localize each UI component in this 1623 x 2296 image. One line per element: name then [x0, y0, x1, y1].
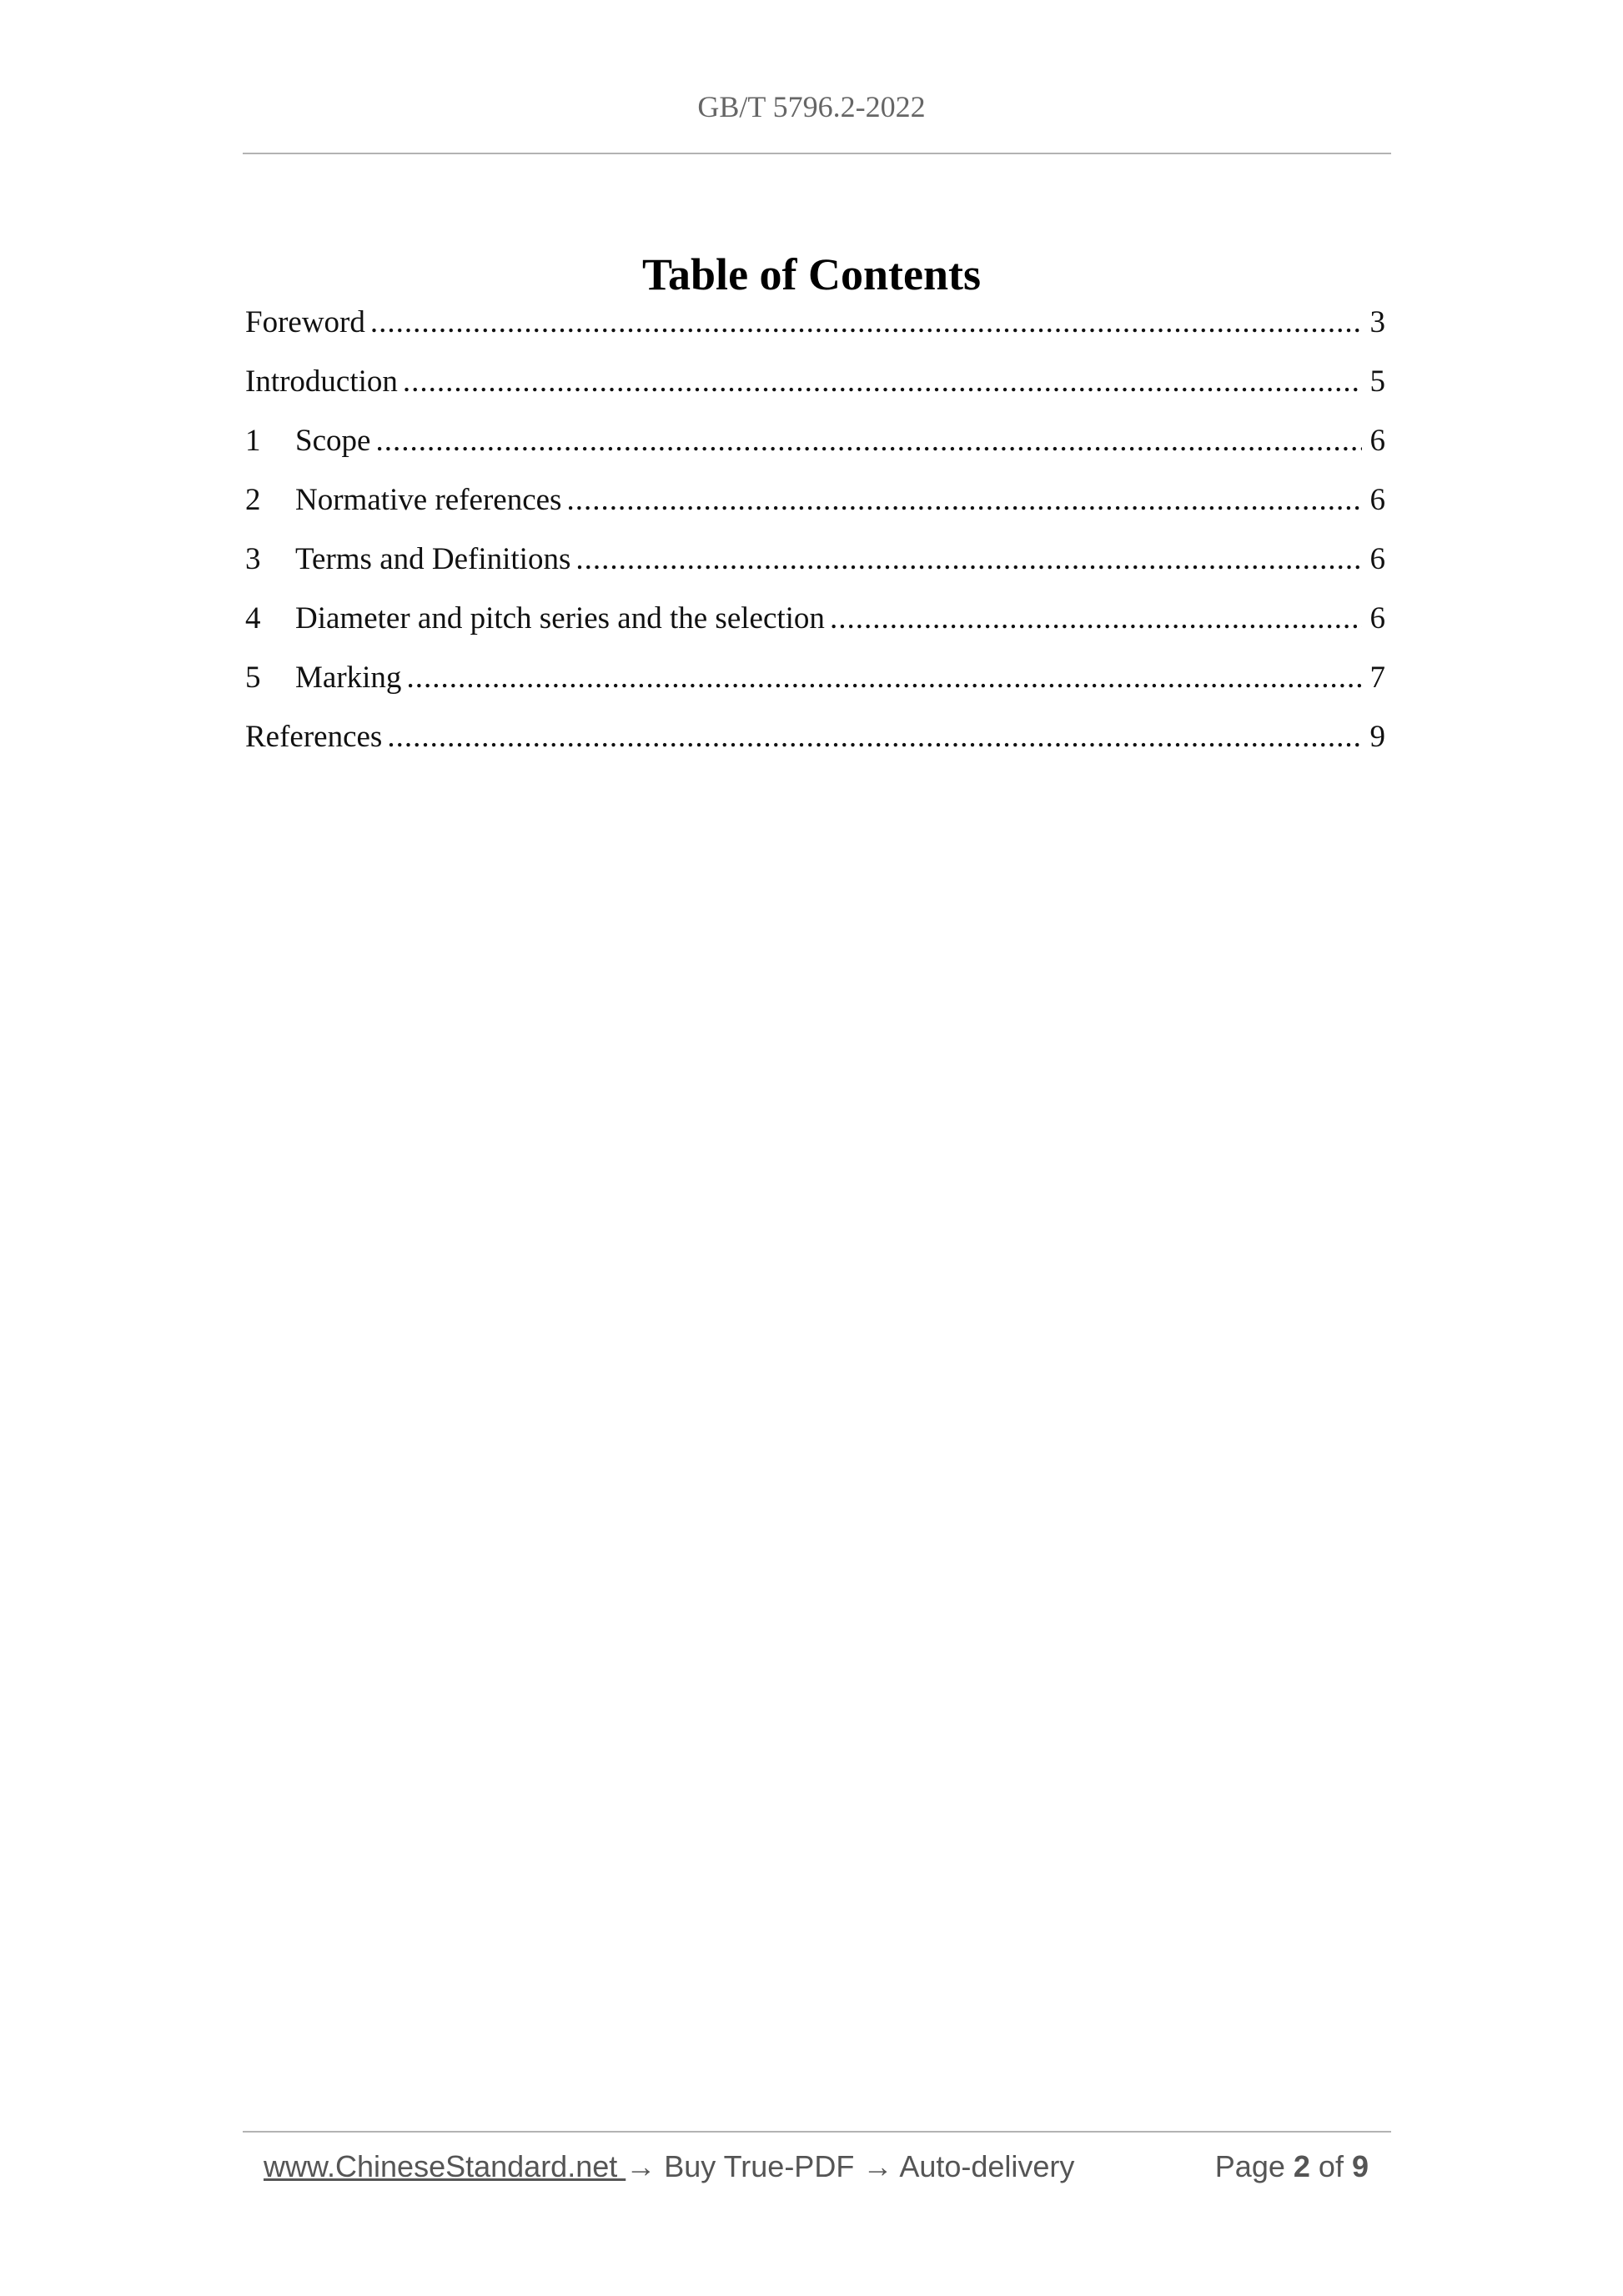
toc-entry-number: 1	[245, 424, 261, 458]
toc-entry-label: Diameter and pitch series and the selection	[295, 601, 825, 636]
dot-leader	[830, 603, 1362, 634]
toc-entry-page: 5	[1369, 364, 1385, 399]
current-page-number: 2	[1293, 2149, 1310, 2183]
dot-leader	[566, 485, 1361, 515]
dot-leader	[575, 544, 1361, 575]
toc-entry-page: 3	[1369, 305, 1385, 339]
dot-leader	[406, 662, 1361, 693]
toc-entry-foreword[interactable]	[245, 307, 1385, 366]
website-link[interactable]: www.ChineseStandard.net	[264, 2149, 626, 2183]
toc-entry-label: References	[245, 720, 383, 754]
toc-entry-label: Foreword	[245, 305, 365, 339]
arrow-right-icon: →	[862, 2149, 893, 2183]
toc-entry-label: Terms and Definitions	[295, 542, 571, 576]
page-word: Page	[1214, 2149, 1285, 2183]
toc-entry-terms-and-definitions[interactable]	[245, 544, 1385, 603]
footer-delivery-text: Auto-delivery	[892, 2149, 1075, 2183]
total-pages-number: 9	[1351, 2149, 1369, 2183]
footer-buy-text: Buy True-PDF	[656, 2149, 863, 2183]
toc-list	[245, 307, 1385, 781]
running-header: GB/T 5796.2-2022	[697, 90, 926, 123]
dot-leader	[370, 307, 1362, 338]
toc-entry-number: 5	[245, 661, 261, 695]
toc-entry-page: 6	[1369, 483, 1385, 517]
toc-entry-number: 3	[245, 542, 261, 576]
page-of-word: of	[1318, 2149, 1344, 2183]
header-divider	[243, 153, 1391, 154]
toc-entry-label: Marking	[295, 661, 402, 695]
toc-entry-label: Introduction	[245, 364, 398, 399]
toc-entry-label: Normative references	[295, 483, 562, 517]
toc-entry-marking[interactable]	[245, 662, 1385, 721]
footer-divider	[243, 2131, 1391, 2133]
toc-title: Table of Contents	[641, 249, 982, 300]
footer-promo	[264, 2149, 1075, 2183]
toc-entry-normative-references[interactable]	[245, 485, 1385, 544]
toc-entry-number: 2	[245, 483, 261, 517]
toc-entry-label: Scope	[295, 424, 371, 458]
toc-entry-scope[interactable]	[245, 425, 1385, 485]
toc-entry-page: 6	[1369, 601, 1385, 636]
toc-entry-references[interactable]	[245, 721, 1385, 781]
toc-entry-diameter-and-pitch[interactable]	[245, 603, 1385, 662]
dot-leader	[403, 366, 1362, 397]
toc-entry-page: 9	[1369, 720, 1385, 754]
dot-leader	[375, 425, 1361, 456]
page-indicator	[1214, 2149, 1369, 2183]
toc-entry-page: 6	[1369, 542, 1385, 576]
toc-entry-page: 6	[1369, 424, 1385, 458]
arrow-right-icon: →	[626, 2149, 656, 2183]
toc-entry-number: 4	[245, 601, 261, 636]
page-footer	[264, 2149, 1369, 2193]
toc-entry-introduction[interactable]	[245, 366, 1385, 425]
toc-entry-page: 7	[1369, 661, 1385, 695]
dot-leader	[387, 721, 1361, 752]
